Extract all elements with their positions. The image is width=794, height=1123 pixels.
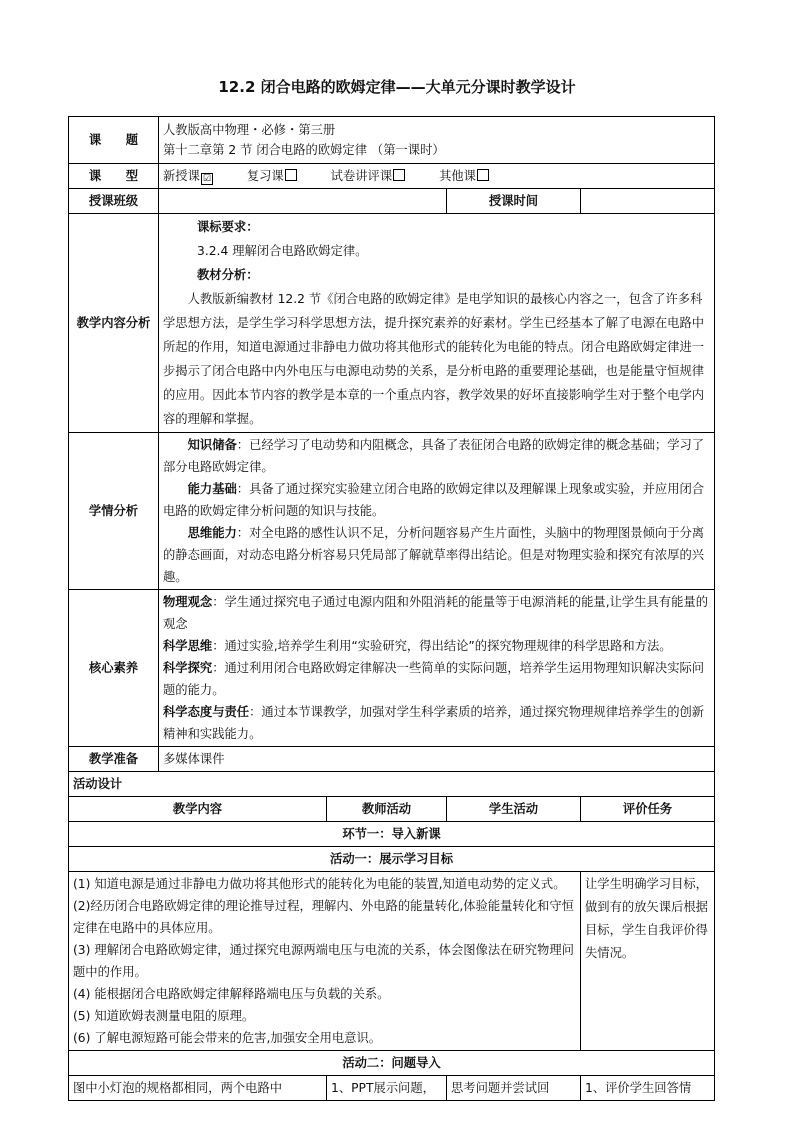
row-activity-2 [69,1051,715,1076]
lesson-type-options [159,164,715,189]
goal-item: (4) 能根据闭合电路欧姆定律解释路端电压与负载的关系。 [73,987,390,1001]
section-1-label: 环节一：导入新课 [69,822,715,847]
col-head-teacher: 教师活动 [327,797,447,822]
checkbox-checked: ☑ [202,174,211,184]
col-head-student: 学生活动 [447,797,581,822]
prep-value: 多媒体课件 [159,747,715,772]
activity-design-label: 活动设计 [69,772,715,797]
curriculum-req-heading: 课标要求： [197,220,259,234]
checkbox-empty [393,169,405,181]
content-analysis-body [159,214,715,433]
activity-2-teacher: 1、PPT展示问题， [327,1076,447,1101]
page-title: 12.2 闭合电路的欧姆定律——大单元分课时教学设计 [218,78,576,96]
material-analysis-text: 人教版新编教材 12.2 节《闭合电路的欧姆定律》是电学知识的最核心内容之一，包含了许多科学思想方法，是学生学习科学思想方法，提升探究素养的好素材。学生已经基本了解了电源在电路中所起的作用，知道电源通过非静电力做功将其他形式的能转化为电能的特点。闭合电路欧姆定律进一步揭示了闭合电路中内外电压与电源电动势的关系，是分析电路的重要理论基础，也是能量守恒规律的应用。因此本节内容的教学是本章的一个重点内容，教学效果的好坏直接影响学生对于整个电学内容的理解和掌握。 [163,292,705,426]
goal-item: (2)经历闭合电路欧姆定律的理论推导过程，理解内、外电路的能量转化,体验能量转化和守恒定律在电路中的具体应用。 [73,899,574,935]
scientific-attitude: 科学态度与责任：通过本节课教学，加强对学生科学素质的培养，通过探究物理规律培养学生的创新精神和实践能力。 [163,705,705,741]
row-class [69,189,715,214]
curriculum-req-text: 3.2.4 理解闭合电路欧姆定律。 [197,244,368,258]
lesson-plan-table [68,116,715,1101]
prep-label: 教学准备 [69,747,159,772]
goal-item: (3) 理解闭合电路欧姆定律，通过探究电源两端电压与电流的关系，体会图像法在研究物理问题中的作用。 [73,943,574,979]
goal-item: (1) 知道电源是通过非静电力做功将其他形式的能转化为电能的装置,知道电动势的定义式。 [73,877,566,891]
row-activity-design [69,772,715,797]
physics-concept: 物理观念：学生通过探究电子通过电源内阻和外阻消耗的能量等于电源消耗的能量,让学生具有能量的观念 [163,595,708,631]
checkbox-empty [477,169,489,181]
scientific-thinking: 科学思维：通过实验,培养学生利用“实验研究，得出结论”的探究物理规律的科学思路和方法。 [163,639,672,653]
material-analysis-heading: 教材分析： [197,268,259,282]
row-lesson-type [69,164,715,189]
topic-line-2: 第十二章第 2 节 闭合电路的欧姆定律 （第一课时） [163,143,445,157]
col-head-content: 教学内容 [69,797,327,822]
activity-2-content: 图中小灯泡的规格都相同，两个电路中 [69,1076,327,1101]
activity-1-eval: 让学生明确学习目标，做到有的放矢课后根据目标，学生自我评价得失情况。 [581,872,715,1051]
row-prep [69,747,715,772]
class-label: 授课班级 [69,189,159,214]
col-head-eval: 评价任务 [581,797,715,822]
row-activity-1 [69,847,715,872]
checkbox-empty [285,169,297,181]
option-exam-review-lesson: 试卷讲评课 [331,169,406,183]
content-analysis-label: 教学内容分析 [69,214,159,433]
lesson-type-label: 课 型 [69,164,159,189]
activity-2-student: 思考问题并尝试回 [447,1076,581,1101]
scientific-inquiry: 科学探究：通过利用闭合电路欧姆定律解决一些简单的实际问题，培养学生运用物理知识解决实际问题的能力。 [163,661,705,697]
activity-1-label: 活动一：展示学习目标 [69,847,715,872]
thinking-ability: 思维能力：对全电路的感性认识不足，分析问题容易产生片面性，头脑中的物理图景倾向于分离的静态画面，对动态电路分析容易只凭局部了解就草率得出结论。但是对物理实验和探究有浓厚的兴趣。 [163,526,705,584]
learning-analysis-body [159,433,715,590]
option-review-lesson: 复习课 [247,169,297,183]
row-learning-analysis [69,433,715,590]
topic-line-1: 人教版高中物理・必修・第三册 [163,123,336,137]
option-new-lesson: 新授课 ☑ [163,169,211,184]
time-value [581,189,715,214]
core-literacy-label: 核心素养 [69,590,159,747]
row-core-literacy [69,590,715,747]
activity-2-eval: 1、评价学生回答情 [581,1076,715,1101]
row-content-analysis [69,214,715,433]
row-activity-2-body [69,1076,715,1101]
core-literacy-body [159,590,715,747]
ability-basis: 能力基础：具备了通过探究实验建立闭合电路的欧姆定律以及理解课上现象或实验，并应用闭合电路的欧姆定律分析问题的知识与技能。 [163,482,705,518]
row-column-heads [69,797,715,822]
topic-label: 课 题 [69,117,159,164]
goal-item: (5) 知道欧姆表测量电阻的原理。 [73,1009,255,1023]
time-label: 授课时间 [447,189,581,214]
row-section-1 [69,822,715,847]
class-value [159,189,447,214]
row-topic [69,117,715,164]
activity-2-label: 活动二：问题导入 [69,1051,715,1076]
learning-goals [69,872,581,1051]
goal-item: (6) 了解电源短路可能会带来的危害,加强安全用电意识。 [73,1031,382,1045]
option-other-lesson: 其他课 [439,169,489,183]
row-activity-1-body [69,872,715,1051]
knowledge-reserve: 知识储备：已经学习了电动势和内阻概念，具备了表征闭合电路的欧姆定律的概念基础；学习了部分电路欧姆定律。 [163,438,705,474]
learning-analysis-label: 学情分析 [69,433,159,590]
topic-value [159,117,715,164]
